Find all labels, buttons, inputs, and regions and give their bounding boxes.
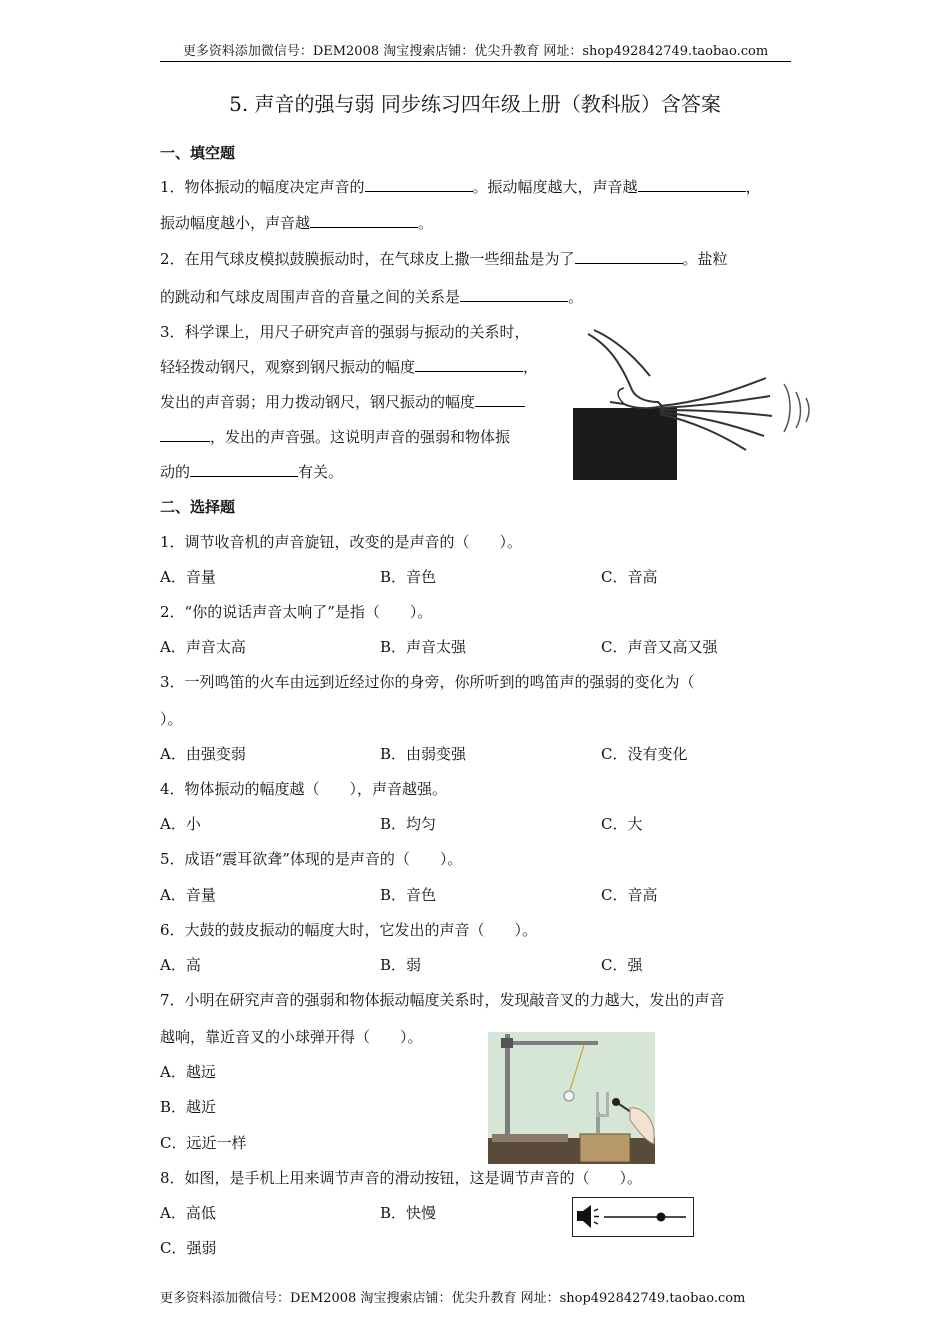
section-fill-blank-heading: 一、填空题	[160, 144, 236, 162]
answer-blank[interactable]	[365, 177, 473, 192]
choice-q5-option-a[interactable]: A．音量	[160, 886, 216, 904]
choice-q8-stem: 8．如图，是手机上用来调节声音的滑动按钮，这是调节声音的（ ）。	[160, 1169, 643, 1187]
choice-q5-option-c[interactable]: C．音高	[601, 886, 658, 904]
q1-line1: 1．物体振动的幅度决定声音的 。振动幅度越大，声音越 ，	[160, 178, 761, 196]
choice-q3-option-b[interactable]: B．由弱变强	[380, 745, 467, 763]
answer-blank[interactable]	[638, 177, 746, 192]
answer-blank[interactable]	[460, 287, 568, 302]
choice-q6-option-a[interactable]: A．高	[160, 956, 201, 974]
q3-line2: 轻轻拨动钢尺，观察到钢尺振动的幅度 ，	[160, 358, 539, 376]
answer-blank[interactable]	[575, 249, 683, 264]
choice-q6-stem: 6．大鼓的鼓皮振动的幅度大时，它发出的声音（ ）。	[160, 921, 538, 939]
answer-blank[interactable]	[160, 427, 210, 442]
choice-q6-option-b[interactable]: B．弱	[380, 956, 422, 974]
q3-line1: 3．科学课上，用尺子研究声音的强弱与振动的关系时，	[160, 323, 530, 341]
slider-knob	[657, 1213, 666, 1222]
choice-q1-stem: 1．调节收音机的声音旋钮，改变的是声音的（ ）。	[160, 533, 523, 551]
choice-q4-option-b[interactable]: B．均匀	[380, 815, 437, 833]
choice-q7-stem: 7．小明在研究声音的强弱和物体振动幅度关系时，发现敲音叉的力越大，发出的声音	[160, 991, 725, 1009]
volume-slider-figure	[572, 1197, 694, 1237]
steel-ruler-figure	[570, 326, 812, 482]
answer-blank[interactable]	[310, 213, 418, 228]
q3-line5: 动的 有关。	[160, 463, 344, 481]
choice-q7-option-a[interactable]: A．越远	[160, 1063, 216, 1081]
page-title: 5. 声音的强与弱 同步练习四年级上册（教科版）含答案	[229, 92, 721, 116]
choice-q8-option-a[interactable]: A．高低	[160, 1204, 216, 1222]
choice-q3-option-c[interactable]: C．没有变化	[601, 745, 688, 763]
choice-q2-option-a[interactable]: A．声音太高	[160, 638, 246, 656]
choice-q6-option-c[interactable]: C．强	[601, 956, 643, 974]
choice-q8-option-c[interactable]: C．强弱	[160, 1239, 217, 1257]
tuning-fork-figure	[488, 1032, 655, 1164]
answer-blank[interactable]	[475, 392, 525, 407]
choice-q4-option-c[interactable]: C．大	[601, 815, 643, 833]
choice-q2-stem: 2．“你的说话声音太响了”是指（ ）。	[160, 603, 433, 621]
choice-q3-stem-cont: ）。	[160, 710, 183, 728]
q2-line2: 的跳动和气球皮周围声音的音量之间的关系是 。	[160, 288, 584, 306]
answer-blank[interactable]	[415, 357, 523, 372]
q1-line2: 振动幅度越小，声音越 。	[160, 214, 434, 232]
choice-q1-option-b[interactable]: B．音色	[380, 568, 437, 586]
choice-q4-option-a[interactable]: A．小	[160, 815, 201, 833]
choice-q3-stem: 3．一列鸣笛的火车由远到近经过你的身旁，你所听到的鸣笛声的强弱的变化为（	[160, 673, 695, 691]
choice-q7-option-b[interactable]: B．越近	[160, 1098, 217, 1116]
choice-q8-option-b[interactable]: B．快慢	[380, 1204, 437, 1222]
choice-q1-option-c[interactable]: C．音高	[601, 568, 658, 586]
q2-line1: 2．在用气球皮模拟鼓膜振动时，在气球皮上撒一些细盐是为了 。盐粒	[160, 250, 728, 268]
page-footer: 更多资料添加微信号：DEM2008 淘宝搜索店铺：优尖升教育 网址：shop492842749.taobao.com	[160, 1291, 746, 1306]
choice-q5-option-b[interactable]: B．音色	[380, 886, 437, 904]
answer-blank[interactable]	[190, 462, 298, 477]
section-choice-heading: 二、选择题	[160, 498, 236, 516]
q3-line4: ，发出的声音强。这说明声音的强弱和物体振	[160, 426, 510, 447]
choice-q7-stem-cont: 越响，靠近音叉的小球弹开得（ ）。	[160, 1028, 423, 1046]
choice-q3-option-a[interactable]: A．由强变弱	[160, 745, 246, 763]
choice-q2-option-c[interactable]: C．声音又高又强	[601, 638, 718, 656]
choice-q2-option-b[interactable]: B．声音太强	[380, 638, 467, 656]
choice-q5-stem: 5．成语“震耳欲聋”体现的是声音的（ ）。	[160, 850, 463, 868]
page-header: 更多资料添加微信号：DEM2008 淘宝搜索店铺：优尖升教育 网址：shop492842749.taobao.com	[160, 40, 791, 62]
choice-q1-option-a[interactable]: A．音量	[160, 568, 216, 586]
choice-q4-stem: 4．物体振动的幅度越（ ），声音越强。	[160, 780, 448, 798]
q3-line3: 发出的声音弱；用力拨动钢尺，钢尺振动的幅度	[160, 391, 525, 412]
choice-q7-option-c[interactable]: C．远近一样	[160, 1134, 247, 1152]
